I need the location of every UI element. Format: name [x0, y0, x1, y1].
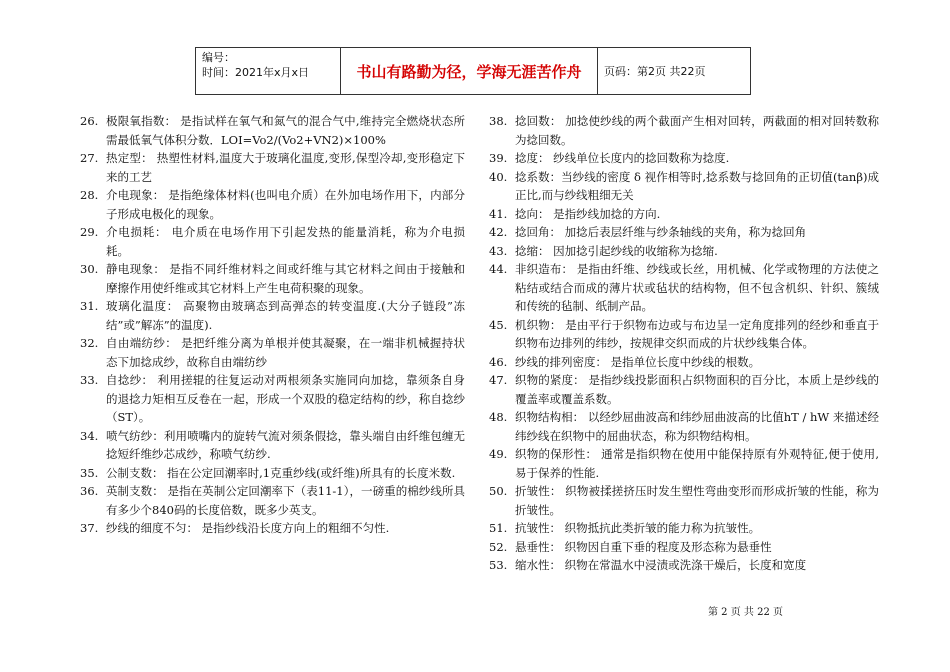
- entry-number: 34.: [80, 428, 99, 443]
- entry-text: 极限氧指数： 是指试样在氧气和氮气的混合气中,维持完全燃烧状态所需最低氧气体积分数．LOI=Vo2/(Vo2+VN2)×100%: [106, 114, 465, 147]
- entry-text: 公制支数： 指在公定回潮率时,1克重纱线(或纤维)所具有的长度米数.: [106, 465, 456, 480]
- entry-number: 33.: [80, 373, 99, 387]
- term-entry: [489, 168, 879, 205]
- entry-number: 36.: [80, 484, 99, 498]
- entry-text: 捻向： 是指纱线加捻的方向.: [515, 206, 661, 221]
- entry-number: 50.: [489, 484, 508, 498]
- term-entry: [80, 260, 465, 297]
- entry-number: 43.: [489, 243, 508, 258]
- term-entry: [80, 112, 465, 149]
- entry-number: 26.: [80, 114, 99, 128]
- term-entry: [489, 482, 879, 519]
- term-entry: [80, 464, 465, 483]
- entry-number: 45.: [489, 317, 508, 332]
- entry-number: 39.: [489, 151, 508, 165]
- term-entry: [80, 149, 465, 186]
- term-entry: [489, 408, 879, 445]
- entry-number: 37.: [80, 521, 99, 535]
- entry-number: 41.: [489, 206, 508, 221]
- entry-text: 抗皱性： 织物抵抗此类折皱的能力称为抗皱性。: [515, 521, 761, 535]
- entry-text: 织物的保形性： 通常是指织物在使用中能保持原有外观特征,便于使用,易于保养的性能.: [515, 447, 879, 480]
- term-entry: [80, 297, 465, 334]
- entry-text: 热定型： 热塑性材料,温度大于玻璃化温度,变形,保型冷却,变形稳定下来的工艺: [106, 151, 465, 184]
- term-entry: [489, 538, 879, 557]
- entry-number: 27.: [80, 151, 99, 165]
- entry-text: 织物结构相： 以经纱屈曲波高和纬纱屈曲波高的比值hT / hW 来描述经纬纱线在织物中的屈曲状态，称为织物结构相。: [515, 410, 879, 443]
- entry-number: 49.: [489, 447, 508, 461]
- left-column: [80, 112, 465, 538]
- entry-text: 纱线的细度不匀： 是指纱线沿长度方向上的粗细不匀性.: [106, 521, 390, 535]
- entry-text: 捻回角： 加捻后表层纤维与纱条轴线的夹角，称为捻回角: [515, 225, 807, 239]
- term-entry: [489, 445, 879, 482]
- entry-text: 自由端纺纱： 是把纤维分离为单根并使其凝聚，在一端非机械握持状态下加捻成纱，故称自由端纺纱: [106, 336, 465, 369]
- header-page-info: 页码：第2页 共22页: [604, 65, 706, 78]
- term-entry: [489, 556, 879, 575]
- right-column: [489, 112, 879, 575]
- code-label: 编号：: [202, 51, 235, 64]
- entry-number: 40.: [489, 169, 508, 184]
- entry-number: 32.: [80, 336, 99, 350]
- term-entry: [489, 353, 879, 372]
- entry-number: 31.: [80, 299, 99, 313]
- entry-number: 52.: [489, 539, 508, 554]
- term-entry: [489, 112, 879, 149]
- page-footer: 第 2 页 共 22 页: [708, 607, 783, 618]
- entry-number: 28.: [80, 188, 99, 202]
- entry-text: 捻系数：当纱线的密度 δ 视作相等时,捻系数与捻回角的正切值(tanβ)成正比,而与纱线粗细无关: [515, 169, 879, 202]
- entry-text: 缩水性： 织物在常温水中浸渍或洗涤干燥后，长度和宽度: [515, 558, 807, 572]
- term-entry: [489, 519, 879, 538]
- term-entry: [80, 482, 465, 519]
- entry-text: 英制支数： 是指在英制公定回潮率下（表11-1），一磅重的棉纱线所具有多少个840码的长度倍数，既多少英支。: [106, 484, 465, 517]
- entry-text: 静电现象： 是指不同纤维材料之间或纤维与其它材料之间由于接触和摩擦作用使纤维或其它材料上产生电荷积聚的现象。: [106, 262, 465, 295]
- header-meta: [196, 48, 341, 94]
- entry-text: 介电现象： 是指绝缘体材料(也叫电介质）在外加电场作用下，内部分子形成电极化的现象。: [106, 188, 465, 221]
- term-entry: [80, 371, 465, 427]
- entry-number: 51.: [489, 521, 508, 535]
- entry-number: 46.: [489, 354, 508, 369]
- time-label: 时间：2021年x月x日: [202, 66, 310, 79]
- term-entry: [489, 371, 879, 408]
- entry-number: 38.: [489, 114, 508, 128]
- header-motto: 书山有路勤为径，学海无涯苦作舟: [341, 48, 598, 94]
- entry-text: 纱线的排列密度： 是指单位长度中纱线的根数。: [515, 354, 761, 369]
- entry-text: 折皱性： 织物被揉搓挤压时发生塑性弯曲变形而形成折皱的性能，称为折皱性。: [515, 484, 879, 517]
- term-entry: [80, 186, 465, 223]
- entry-text: 捻缩： 因加捻引起纱线的收缩称为捻缩.: [515, 243, 718, 258]
- entry-text: 玻璃化温度： 高聚物由玻璃态到高弹态的转变温度.(大分子链段”冻结”或”解冻”的温度).: [106, 299, 465, 332]
- entry-text: 介电损耗： 电介质在电场作用下引起发热的能量消耗，称为介电损耗。: [106, 225, 465, 258]
- entry-text: 喷气纺纱：利用喷嘴内的旋转气流对须条假捻，靠头端自由纤维包缠无捻短纤维纱芯成纱，称喷气纺纱.: [106, 428, 465, 461]
- term-entry: [80, 334, 465, 371]
- entry-number: 42.: [489, 225, 508, 239]
- term-entry: [80, 223, 465, 260]
- entry-number: 53.: [489, 558, 508, 572]
- term-entry: [489, 205, 879, 224]
- term-entry: [489, 223, 879, 242]
- term-entry: [489, 149, 879, 168]
- term-entry: [80, 519, 465, 538]
- term-entry: [489, 260, 879, 316]
- entry-text: 捻回数： 加捻使纱线的两个截面产生相对回转，两截面的相对回转数称为捻回数。: [515, 114, 879, 147]
- entry-text: 织物的紧度： 是指纱线投影面积占织物面积的百分比，本质上是纱线的覆盖率或覆盖系数。: [515, 373, 879, 406]
- term-entry: [489, 242, 879, 261]
- entry-number: 35.: [80, 465, 99, 480]
- entry-number: 48.: [489, 410, 508, 424]
- term-entry: [489, 316, 879, 353]
- entry-number: 47.: [489, 373, 508, 387]
- entry-number: 30.: [80, 262, 99, 276]
- entry-text: 非织造布： 是指由纤维、纱线或长丝，用机械、化学或物理的方法使之粘结或结合而成的薄片状或毡状的结构物，但不包含机织、针织、簇绒和传统的毡制、纸制产品。: [515, 262, 879, 313]
- entry-text: 捻度： 纱线单位长度内的捻回数称为捻度.: [515, 151, 730, 165]
- entry-number: 29.: [80, 225, 99, 239]
- entry-text: 悬垂性： 织物因自重下垂的程度及形态称为悬垂性: [515, 539, 772, 554]
- term-entry: [80, 427, 465, 464]
- page-header: [195, 47, 751, 95]
- entry-number: 44.: [489, 262, 508, 276]
- entry-text: 自捻纱： 利用搓辊的往复运动对两根须条实施同向加捻，靠须条自身的退捻力矩相互反卷在一起，形成一个双股的稳定结构的纱，称自捻纱（ST）。: [106, 373, 465, 424]
- entry-text: 机织物： 是由平行于织物布边或与布边呈一定角度排列的经纱和垂直于织物布边排列的纬纱，按规律交织而成的片状纱线集合体。: [515, 317, 879, 350]
